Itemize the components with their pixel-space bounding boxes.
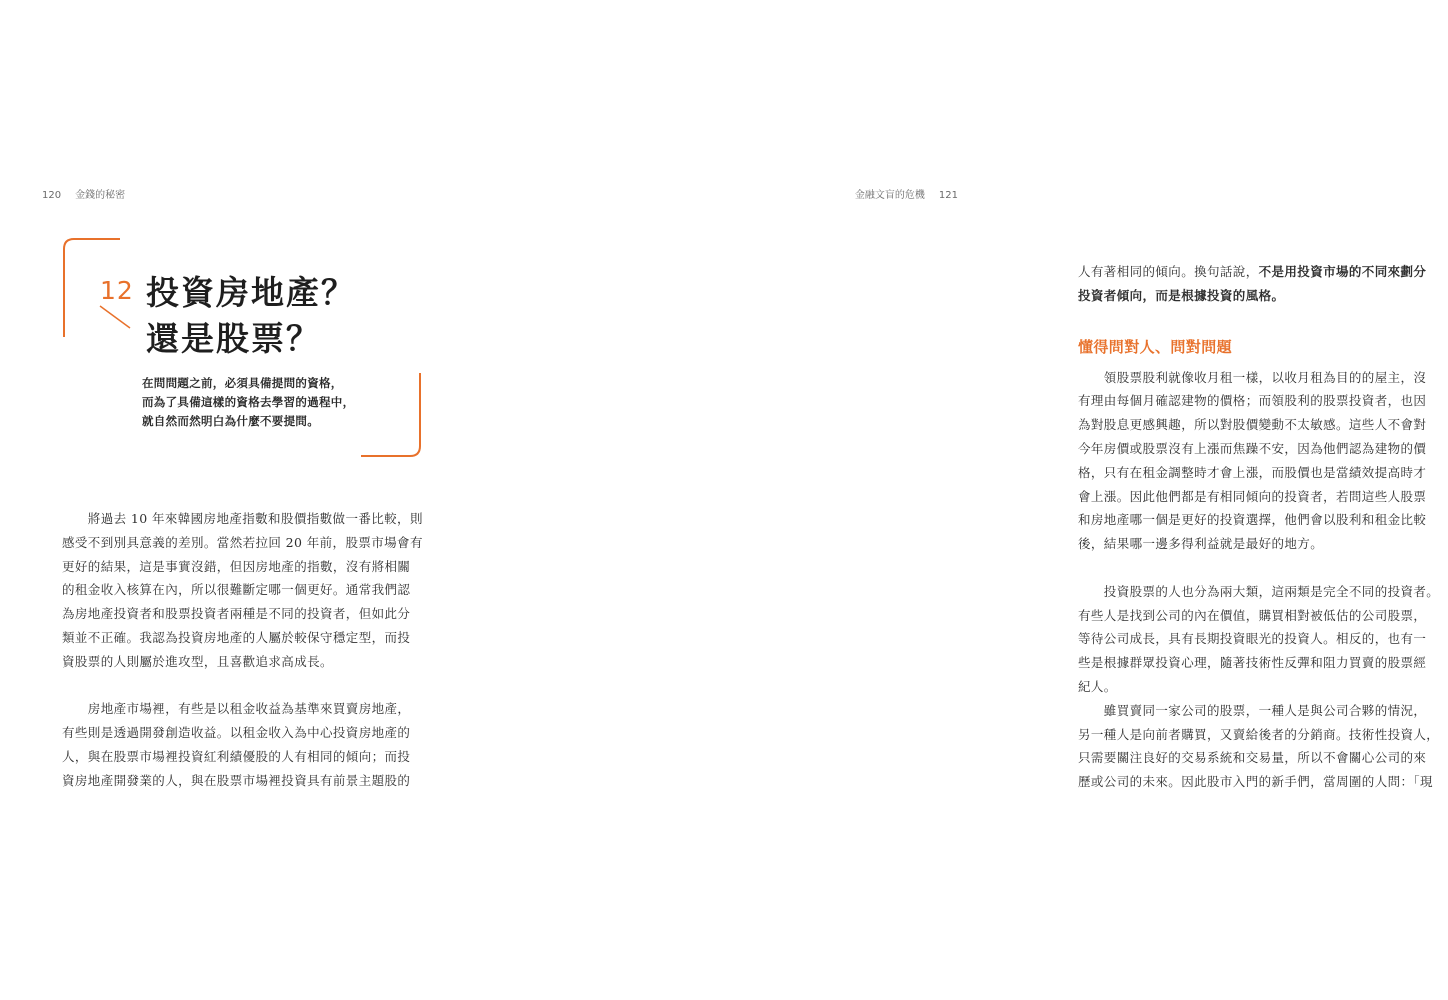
left-page-header xyxy=(42,186,125,201)
right-page xyxy=(500,0,1440,1000)
paragraph xyxy=(1078,699,1448,794)
text-line: 只需要關注良好的交易系統和交易量，所以不會關心公司的來 xyxy=(1078,750,1427,766)
chapter-title-line: 還是股票？ xyxy=(146,319,321,358)
emphasis-text: 不是用投資市場的不同來劃分 xyxy=(1258,264,1427,279)
chapter-intro xyxy=(142,374,382,431)
text-line: 類並不正確。我認為投資房地產的人屬於較保守穩定型，而投 xyxy=(62,629,411,645)
left-body-text xyxy=(62,507,422,793)
text-line: 今年房價或股票沒有上漲而焦躁不安，因為他們認為建物的價 xyxy=(1078,440,1427,456)
chapter-title xyxy=(146,270,356,362)
left-page xyxy=(0,0,500,1000)
right-page-header xyxy=(855,186,958,201)
page-number: 120 xyxy=(42,190,62,201)
text-line: 有些則是透過開發創造收益。以租金收入為中心投資房地產的 xyxy=(62,725,411,741)
chapter-number-slash xyxy=(98,304,134,330)
bracket-decoration-bottom-right xyxy=(360,372,422,458)
text-line: 另一種人是向前者購買，又賣給後者的分銷商。技術性投資人， xyxy=(1078,726,1440,742)
text-line xyxy=(1078,260,1448,284)
emphasis-text: 投資者傾向，而是根據投資的風格。 xyxy=(1078,287,1285,303)
paragraph xyxy=(62,697,422,792)
continuation-text: 人有著相同的傾向。換句話說， xyxy=(1078,264,1259,279)
text-line: 有些人是找到公司的內在價值，購買相對被低估的公司股票， xyxy=(1078,607,1427,623)
text-line: 資股票的人則屬於進攻型，且喜歡追求高成長。 xyxy=(62,653,333,669)
text-line: 資房地產開發業的人，與在股票市場裡投資具有前景主題股的 xyxy=(62,772,411,788)
intro-line: 就自然而然明白為什麼不要提問。 xyxy=(142,414,319,428)
text-line: 感受不到別具意義的差別。當然若拉回 20 年前，股票市場會有 xyxy=(62,534,423,550)
text-line: 領股票股利就像收月租一樣，以收月租為目的的屋主，沒 xyxy=(1078,369,1427,385)
text-line: 歷或公司的未來。因此股市入門的新手們，當周圍的人問：「現 xyxy=(1078,774,1433,790)
text-line: 等待公司成長，具有長期投資眼光的投資人。相反的，也有一 xyxy=(1078,631,1427,647)
text-line: 和房地產哪一個是更好的投資選擇，他們會以股利和租金比較 xyxy=(1078,512,1427,528)
text-line: 會上漲。因此他們都是有相同傾向的投資者，若問這些人股票 xyxy=(1078,488,1427,504)
text-line: 有理由每個月確認建物的價格；而領股利的股票投資者，也因 xyxy=(1078,393,1427,409)
text-line: 更好的結果，這是事實沒錯，但因房地產的指數，沒有將相關 xyxy=(62,558,411,574)
chapter-number: 12 xyxy=(100,276,134,305)
paragraph xyxy=(1078,366,1448,556)
page-number: 121 xyxy=(938,190,958,201)
running-title: 金融文盲的危機 xyxy=(854,190,925,201)
intro-line: 而為了具備這樣的資格去學習的過程中， xyxy=(142,395,355,409)
chapter-title-line: 投資房地產？ xyxy=(146,273,356,312)
text-line: 房地產市場裡，有些是以租金收益為基準來買賣房地產， xyxy=(62,701,411,717)
text-line: 將過去 10 年來韓國房地產指數和股價指數做一番比較，則 xyxy=(62,511,423,526)
section-heading: 懂得問對人、問對問題 xyxy=(1078,337,1233,356)
intro-line: 在問問題之前，必須具備提問的資格， xyxy=(142,376,343,390)
text-line: 投資股票的人也分為兩大類，這兩類是完全不同的投資者。 xyxy=(1078,583,1440,599)
text-line: 格，只有在租金調整時才會上漲，而股價也是當績效提高時才 xyxy=(1078,464,1427,480)
running-title: 金錢的秘密 xyxy=(75,190,126,201)
text-line: 後，結果哪一邊多得利益就是最好的地方。 xyxy=(1078,536,1324,552)
paragraph xyxy=(1078,580,1448,699)
text-line: 為房地產投資者和股票投資者兩種是不同的投資者，但如此分 xyxy=(62,606,411,622)
text-line: 紀人。 xyxy=(1078,678,1117,694)
text-line: 為對股息更感興趣，所以對股價變動不太敏感。這些人不會對 xyxy=(1078,417,1427,433)
right-body-text xyxy=(1078,260,1448,794)
paragraph xyxy=(62,507,422,674)
text-line: 的租金收入核算在內，所以很難斷定哪一個更好。通常我們認 xyxy=(62,582,411,598)
text-line: 些是根據群眾投資心理，隨著技術性反彈和阻力買賣的股票經 xyxy=(1078,655,1427,671)
text-line: 人，與在股票市場裡投資紅利績優股的人有相同的傾向；而投 xyxy=(62,748,411,764)
text-line: 雖買賣同一家公司的股票，一種人是與公司合夥的情況， xyxy=(1078,702,1427,718)
